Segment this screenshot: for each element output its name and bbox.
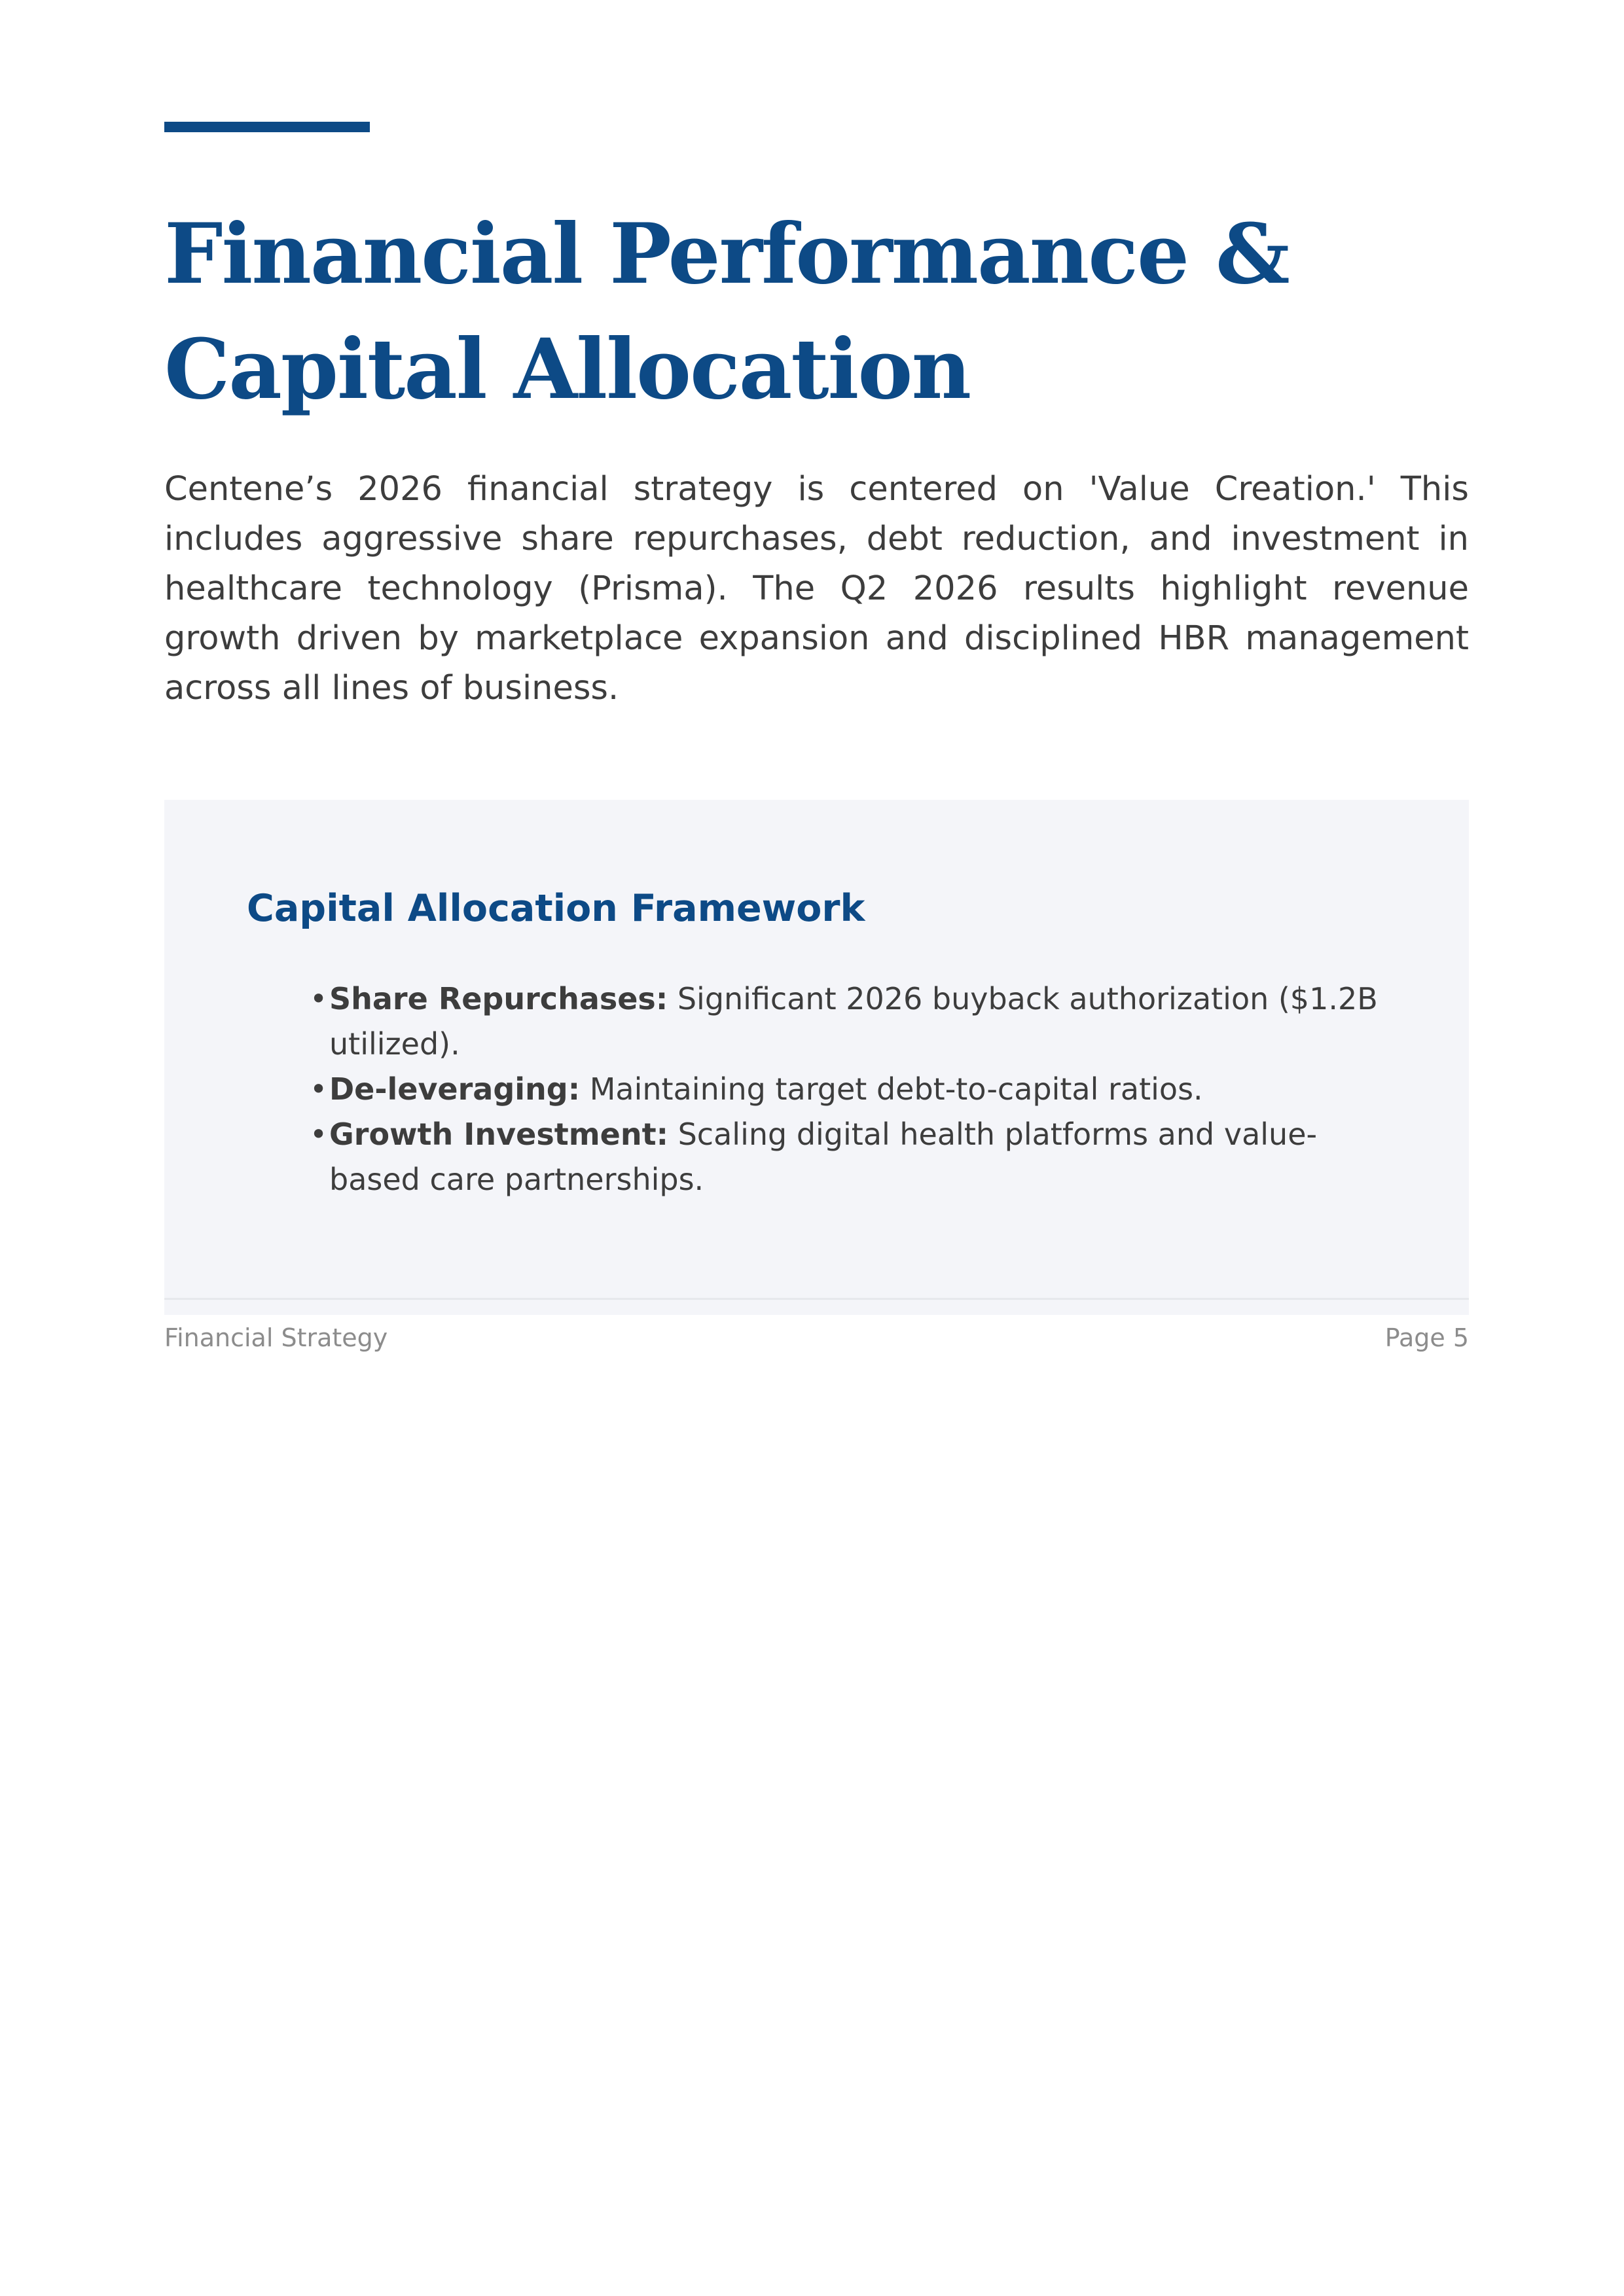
- page-title: Financial Performance & Capital Allocation: [164, 206, 1289, 418]
- list-item-growth-investment: [310, 1112, 1390, 1202]
- list-item-term: Growth Investment:: [329, 1117, 668, 1152]
- list-item-text: Significant 2026 buyback authorization ($1.2B utilized).: [329, 981, 1378, 1062]
- intro-paragraph: Centene’s 2026 financial strategy is centered on 'Value Creation.' This includes aggressive share repurchases, debt reduction, and investment in healthcare technology (Prisma). The Q2 2026 results highlight revenue growth driven by marketplace expansion and disciplined HBR management across all lines of business.: [164, 470, 1469, 708]
- list-item-text: Scaling digital health platforms and value-based care partnerships.: [329, 1117, 1318, 1197]
- callout-title: Capital Allocation Framework: [247, 887, 865, 930]
- list-item-term: De-leveraging:: [329, 1071, 581, 1107]
- title-accent-rule: [164, 122, 370, 132]
- bullet-icon: •: [310, 1117, 328, 1152]
- list-item-share-repurchases: [310, 977, 1390, 1067]
- list-item-term: Share Repurchases:: [329, 981, 668, 1016]
- footer-divider: [164, 1298, 1469, 1300]
- footer-section-label: Financial Strategy: [164, 1323, 388, 1352]
- bullet-icon: •: [310, 981, 328, 1016]
- callout-list: [310, 977, 1390, 1202]
- list-item-de-leveraging: [310, 1067, 1390, 1112]
- bullet-icon: •: [310, 1071, 328, 1107]
- capital-allocation-callout: [164, 800, 1469, 1315]
- footer-page-number: Page 5: [1384, 1323, 1469, 1352]
- list-item-text: Maintaining target debt-to-capital ratios.: [580, 1071, 1203, 1107]
